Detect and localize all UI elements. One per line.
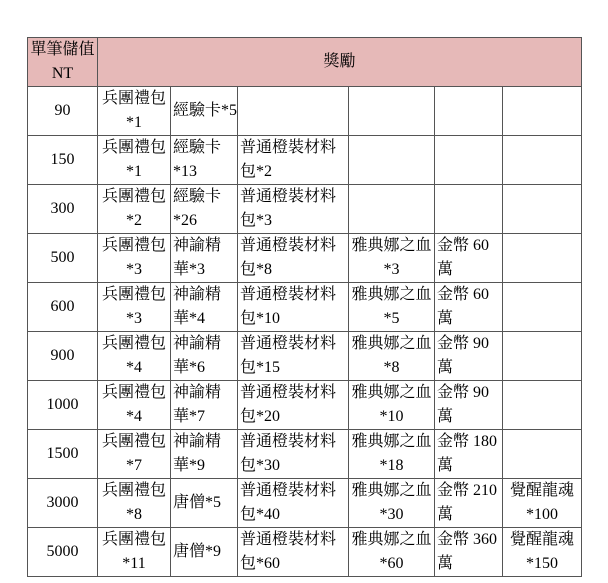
reward-cell: 普通橙裝材料 包*30: [238, 430, 349, 479]
reward-cell: 兵團禮包 *8: [98, 479, 171, 528]
reward-cell: 普通橙裝材料 包*40: [238, 479, 349, 528]
reward-cell: 普通橙裝材料 包*15: [238, 332, 349, 381]
amount-cell: 3000: [28, 479, 98, 528]
table-row: [28, 332, 582, 381]
reward-cell: 普通橙裝材料 包*8: [238, 234, 349, 283]
reward-cell: 經驗卡 *13: [171, 136, 238, 185]
reward-cell: [349, 136, 435, 185]
reward-cell: 神諭精 華*6: [171, 332, 238, 381]
reward-cell: [503, 185, 582, 234]
reward-cell: 經驗卡 *26: [171, 185, 238, 234]
amount-cell: 900: [28, 332, 98, 381]
reward-cell: [503, 136, 582, 185]
table-row: [28, 185, 582, 234]
reward-cell: 雅典娜之血 *10: [349, 381, 435, 430]
table-row: [28, 283, 582, 332]
reward-cell: 金幣 180 萬: [435, 430, 503, 479]
reward-cell: 金幣 90 萬: [435, 332, 503, 381]
reward-cell: 神諭精 華*7: [171, 381, 238, 430]
reward-cell: [503, 87, 582, 136]
header-row: [28, 38, 582, 87]
rewards-header: 獎勵: [98, 38, 582, 87]
reward-cell: [435, 185, 503, 234]
reward-cell: 唐僧*9: [171, 528, 238, 577]
reward-cell: 金幣 90 萬: [435, 381, 503, 430]
reward-cell: 雅典娜之血 *8: [349, 332, 435, 381]
amount-cell: 1500: [28, 430, 98, 479]
amount-cell: 1000: [28, 381, 98, 430]
amount-cell: 500: [28, 234, 98, 283]
reward-cell: 經驗卡*5: [171, 87, 238, 136]
table-row: [28, 136, 582, 185]
reward-cell: 兵團禮包 *1: [98, 87, 171, 136]
reward-cell: 金幣 210 萬: [435, 479, 503, 528]
reward-cell: 普通橙裝材料 包*2: [238, 136, 349, 185]
reward-cell: 雅典娜之血 *60: [349, 528, 435, 577]
reward-cell: 兵團禮包 *1: [98, 136, 171, 185]
reward-cell: [349, 185, 435, 234]
amount-cell: 5000: [28, 528, 98, 577]
table-row: [28, 430, 582, 479]
reward-cell: 雅典娜之血 *30: [349, 479, 435, 528]
reward-cell: 兵團禮包 *11: [98, 528, 171, 577]
reward-cell: [238, 87, 349, 136]
reward-cell: 普通橙裝材料 包*3: [238, 185, 349, 234]
reward-cell: 唐僧*5: [171, 479, 238, 528]
amount-cell: 90: [28, 87, 98, 136]
reward-cell: [503, 332, 582, 381]
table-row: [28, 381, 582, 430]
table-row: [28, 528, 582, 577]
amount-cell: 300: [28, 185, 98, 234]
reward-cell: 兵團禮包 *7: [98, 430, 171, 479]
reward-cell: 普通橙裝材料 包*60: [238, 528, 349, 577]
reward-cell: [435, 136, 503, 185]
reward-cell: 金幣 360 萬: [435, 528, 503, 577]
reward-cell: 兵團禮包 *3: [98, 283, 171, 332]
reward-cell: 兵團禮包 *3: [98, 234, 171, 283]
reward-cell: 兵團禮包 *4: [98, 332, 171, 381]
table-row: [28, 87, 582, 136]
reward-cell: 神諭精 華*4: [171, 283, 238, 332]
reward-cell: 金幣 60 萬: [435, 234, 503, 283]
reward-cell: 覺醒龍魂 *150: [503, 528, 582, 577]
reward-cell: 金幣 60 萬: [435, 283, 503, 332]
reward-cell: 覺醒龍魂 *100: [503, 479, 582, 528]
amount-cell: 600: [28, 283, 98, 332]
reward-cell: 雅典娜之血 *5: [349, 283, 435, 332]
reward-cell: [435, 87, 503, 136]
table-row: [28, 479, 582, 528]
reward-cell: [349, 87, 435, 136]
reward-cell: 神諭精 華*3: [171, 234, 238, 283]
amount-cell: 150: [28, 136, 98, 185]
reward-cell: [503, 381, 582, 430]
table-row: [28, 234, 582, 283]
reward-cell: [503, 430, 582, 479]
reward-cell: [503, 283, 582, 332]
reward-cell: 雅典娜之血 *3: [349, 234, 435, 283]
reward-cell: 兵團禮包 *2: [98, 185, 171, 234]
reward-cell: 兵團禮包 *4: [98, 381, 171, 430]
reward-cell: 神諭精 華*9: [171, 430, 238, 479]
reward-cell: [503, 234, 582, 283]
rewards-table: [27, 37, 582, 577]
amount-header: 單筆儲值 NT: [28, 38, 98, 87]
reward-cell: 普通橙裝材料 包*20: [238, 381, 349, 430]
reward-cell: 雅典娜之血 *18: [349, 430, 435, 479]
reward-cell: 普通橙裝材料 包*10: [238, 283, 349, 332]
